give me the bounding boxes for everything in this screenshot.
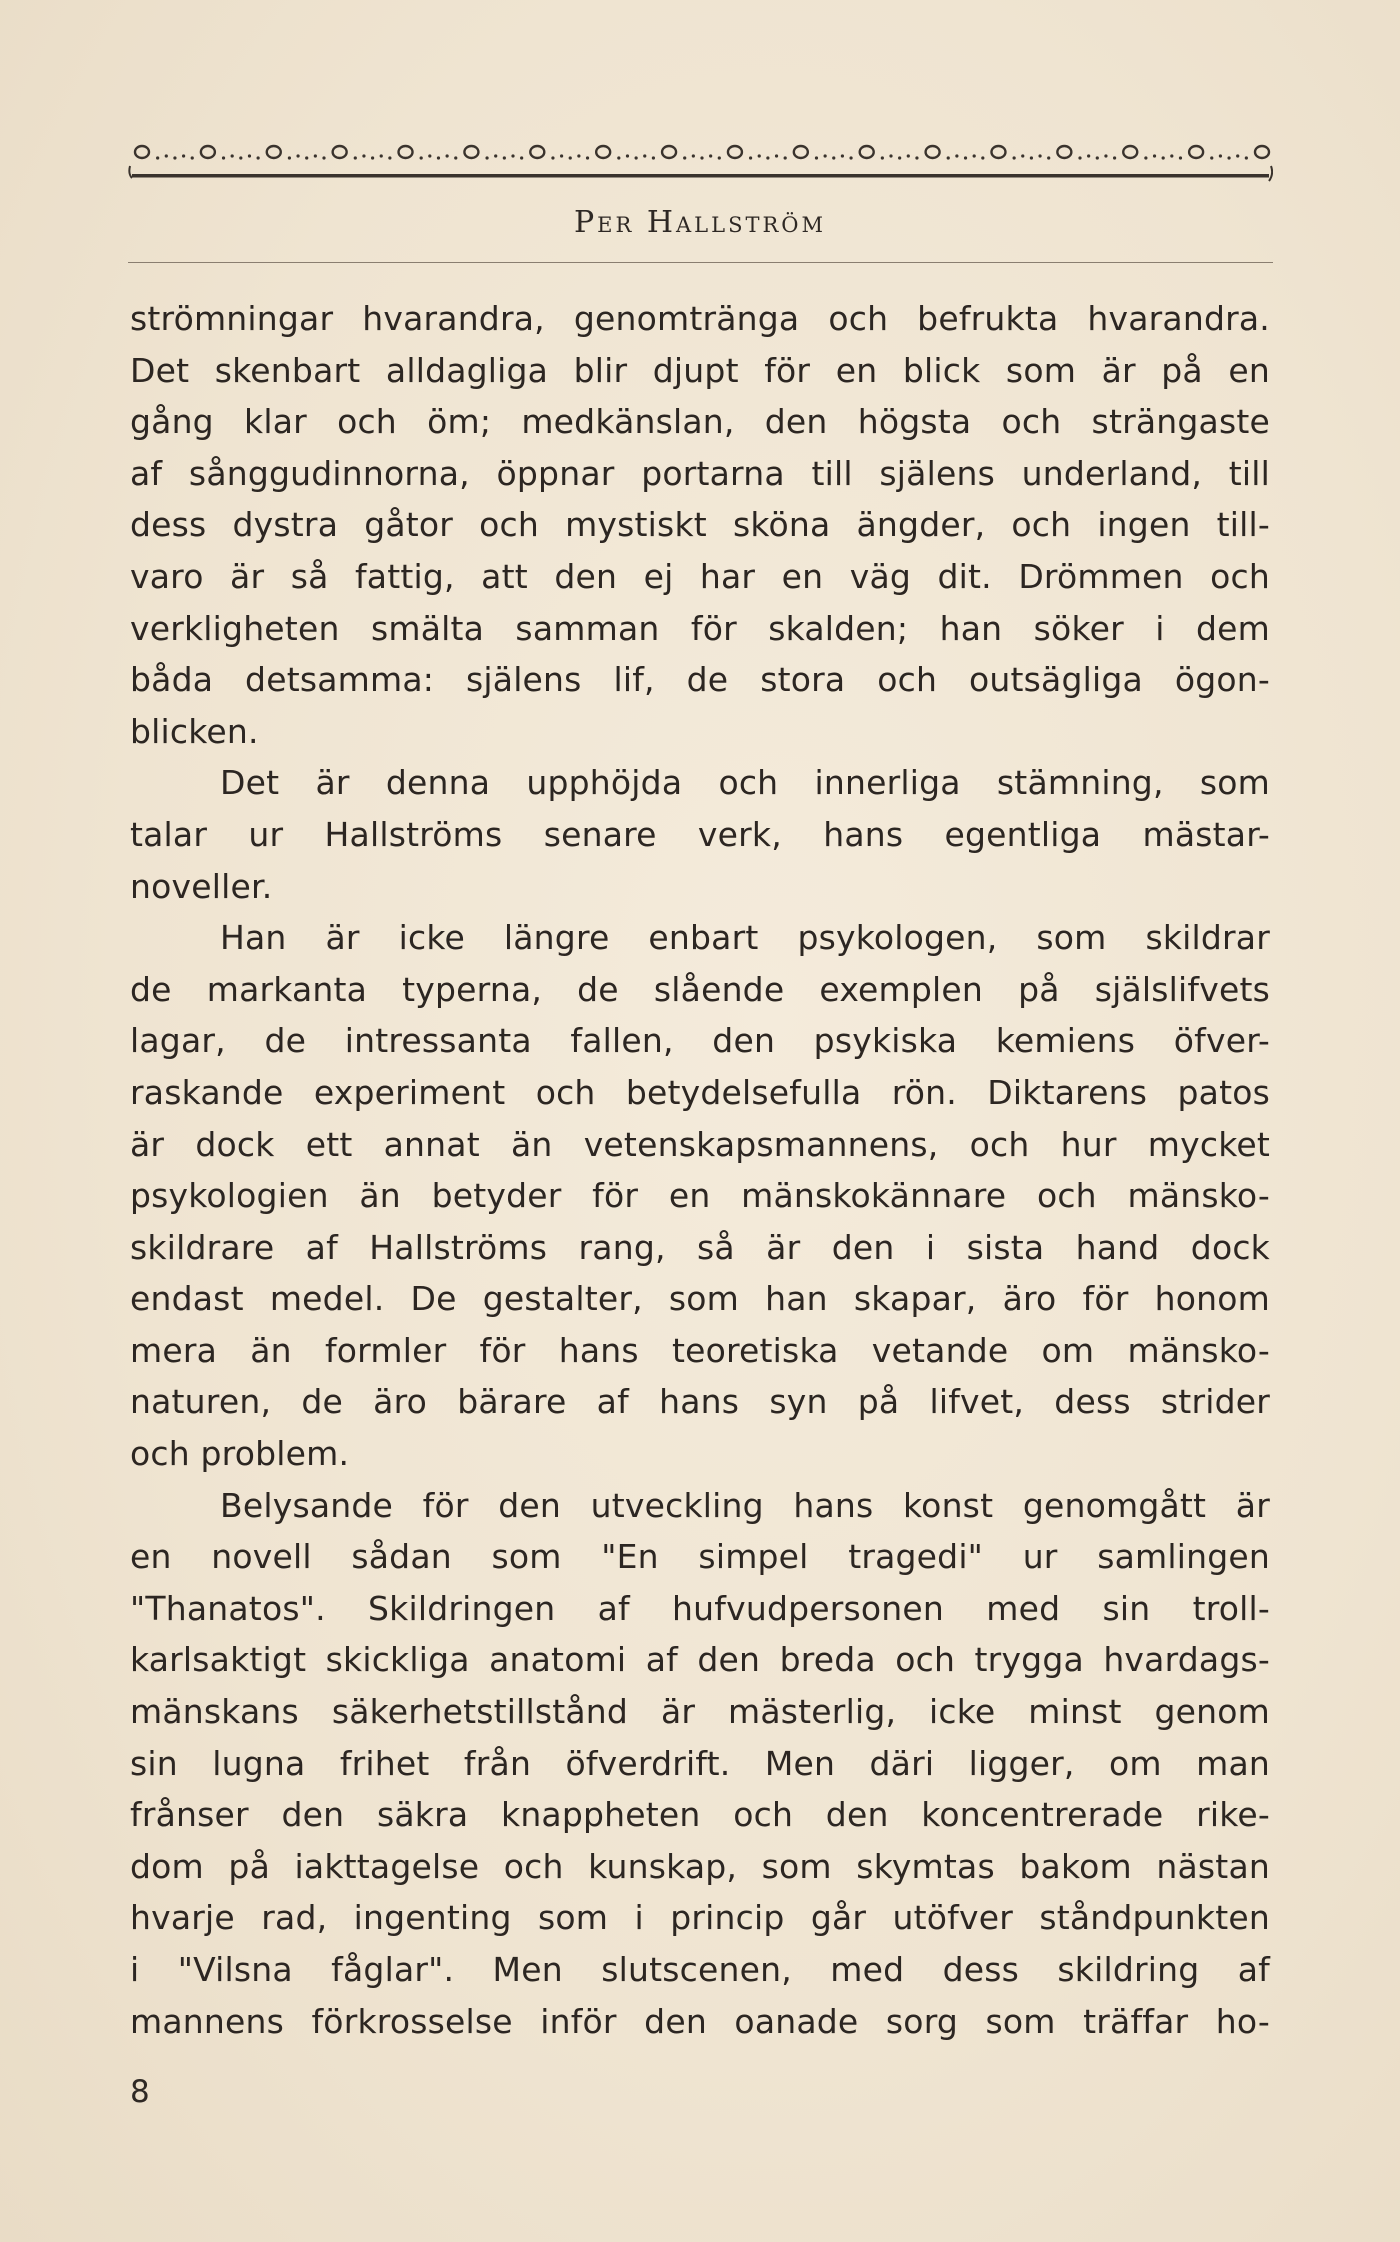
text-line: mera än formler för hans teoretiska vetande om mänsko- <box>130 1330 1270 1370</box>
ornament-ring <box>530 146 544 158</box>
ornament-ring <box>794 146 808 158</box>
text-line: strömningar hvarandra, genomtränga och befrukta hvarandra. <box>130 299 1270 338</box>
ornament-dot <box>354 156 357 159</box>
ornament-dot <box>652 156 655 159</box>
ornament-dot <box>222 156 225 159</box>
ornament-dot <box>889 154 892 157</box>
text-line: Han är icke längre enbart psykologen, som skildrar <box>220 918 1270 958</box>
decorative-chain-border <box>128 132 1273 184</box>
ornament-dot <box>1038 154 1041 157</box>
ornament-ring <box>860 146 874 158</box>
ornament-dot <box>248 154 251 157</box>
ornament-ring <box>728 146 742 158</box>
ornament-dot <box>1104 154 1107 157</box>
ornament-dot <box>1087 154 1090 157</box>
ornament-dot <box>749 156 752 159</box>
text-line: mannens förkrosselse inför den oanade sorg som träffar ho- <box>130 2001 1270 2041</box>
ornament-dot <box>371 156 374 159</box>
ornament-dot <box>454 156 457 159</box>
text-line: båda detsamma: själens lif, de stora och outsägliga ögon- <box>130 660 1270 700</box>
text-line: skildrare af Hallströms rang, så är den i sista hand dock <box>130 1227 1270 1267</box>
text-line: de markanta typerna, de slående exemplen på själslifvets <box>130 969 1270 1009</box>
ornament-dot <box>380 154 383 157</box>
ornament-dot <box>815 156 818 159</box>
text-line: lagar, de intressanta fallen, den psykiska kemiens öfver- <box>130 1021 1270 1061</box>
ornament-dot <box>1021 154 1024 157</box>
ornament-dot <box>635 156 638 159</box>
ornament-ring <box>1123 146 1137 158</box>
ornament-dot <box>551 156 554 159</box>
text-line: verkligheten smälta samman för skalden; han söker i dem <box>130 608 1270 648</box>
ornament-dot <box>322 156 325 159</box>
ornament-dot <box>1047 156 1050 159</box>
header-rule <box>128 262 1273 263</box>
ornament-ring <box>135 146 149 158</box>
running-head: Per Hallström <box>573 205 826 240</box>
text-line: och problem. <box>130 1434 350 1474</box>
text-line: dom på iakttagelse och kunskap, som skymtas bakom nästan <box>130 1846 1270 1886</box>
ornament-dot <box>784 156 787 159</box>
text-line: är dock ett annat än vetenskapsmannens, och hur mycket <box>130 1124 1270 1164</box>
ornament-dot <box>520 156 523 159</box>
ornament-dot <box>1245 156 1248 159</box>
ornament-dot <box>1013 156 1016 159</box>
ornament-dot <box>296 154 299 157</box>
ornament-ring <box>399 146 413 158</box>
page-number: 8 <box>130 2074 150 2110</box>
ornament-dot <box>683 156 686 159</box>
ornament-dot <box>718 156 721 159</box>
text-line: karlsaktigt skickliga anatomi af den breda och trygga hvardags- <box>130 1640 1270 1680</box>
ornament-dot <box>388 156 391 159</box>
ornament-ring <box>267 146 281 158</box>
ornament-ring <box>333 146 347 158</box>
ornament-dot <box>511 154 514 157</box>
ornament-dot <box>700 156 703 159</box>
ornament-dot <box>437 156 440 159</box>
text-line: Det skenbart alldagliga blir djupt för en blick som är på en <box>130 350 1270 390</box>
ornament-dot <box>156 156 159 159</box>
ornament-dot <box>428 154 431 157</box>
text-line: hvarje rad, ingenting som i princip går utöfver ståndpunkten <box>130 1898 1270 1938</box>
ornament-dot <box>907 154 910 157</box>
ornament-dot <box>824 154 827 157</box>
ornament-dot <box>191 156 194 159</box>
ornament-ring <box>991 146 1005 158</box>
text-line: endast medel. De gestalter, som han skapar, äro för honom <box>130 1279 1270 1319</box>
ornament-dot <box>503 156 506 159</box>
ornament-dot <box>617 156 620 159</box>
ornament-dot <box>973 154 976 157</box>
ornament-dot <box>766 156 769 159</box>
ornament-dot <box>841 154 844 157</box>
text-line: frånser den säkra knappheten och den koncentrerade rike- <box>130 1795 1270 1835</box>
text-line: en novell sådan som "En simpel tragedi" ur samlingen <box>130 1537 1270 1577</box>
ornament-dot <box>1113 156 1116 159</box>
ornament-dot <box>1219 154 1222 157</box>
ornament-ring <box>662 146 676 158</box>
ornament-dot <box>560 154 563 157</box>
ornament-dot <box>898 156 901 159</box>
ornament-dot <box>1144 156 1147 159</box>
text-line: raskande experiment och betydelsefulla rön. Diktarens patos <box>130 1072 1270 1112</box>
ornament-dot <box>1236 154 1239 157</box>
ornament-ring <box>201 146 215 158</box>
text-line: dess dystra gåtor och mystiskt sköna ängder, och ingen till- <box>130 505 1270 545</box>
ornament-dot <box>1227 156 1230 159</box>
ornament-dot <box>231 154 234 157</box>
text-line: blicken. <box>130 711 259 751</box>
ornament-dot <box>964 156 967 159</box>
ornament-ring <box>464 146 478 158</box>
ornament-dot <box>314 154 317 157</box>
text-line: mänskans säkerhetstillstånd är mästerlig, icke minst genom <box>130 1692 1270 1732</box>
ornament-dot <box>775 154 778 157</box>
ornament-dot <box>1210 156 1213 159</box>
ornament-ring <box>1057 146 1071 158</box>
text-line: Belysande för den utveckling hans konst genomgått är <box>220 1485 1270 1525</box>
ornament-dot <box>577 154 580 157</box>
ornament-dot <box>305 156 308 159</box>
ornament-dot <box>182 154 185 157</box>
ornament-dot <box>626 154 629 157</box>
ornament-dot <box>1179 156 1182 159</box>
ornament-dot <box>915 156 918 159</box>
ornament-dot <box>981 156 984 159</box>
ornament-dot <box>362 154 365 157</box>
ornament-dot <box>165 154 168 157</box>
text-line: naturen, de äro bärare af hans syn på lifvet, dess strider <box>130 1382 1270 1422</box>
text-line: noveller. <box>130 866 273 906</box>
ornament-ring <box>926 146 940 158</box>
ornament-dot <box>569 156 572 159</box>
body-text <box>130 293 1270 2047</box>
text-line: af sånggudinnorna, öppnar portarna till själens underland, till <box>130 453 1270 493</box>
ornament-dot <box>420 156 423 159</box>
ornament-dot <box>1096 156 1099 159</box>
ornament-dot <box>849 156 852 159</box>
ornament-ring <box>1255 146 1269 158</box>
ornament-dot <box>586 156 589 159</box>
ornament-dot <box>239 156 242 159</box>
ornament-dot <box>758 154 761 157</box>
text-line: varo är så fattig, att den ej har en väg dit. Drömmen och <box>130 556 1270 596</box>
ornament-dot <box>832 156 835 159</box>
text-line: talar ur Hallströms senare verk, hans egentliga mästar- <box>130 814 1270 854</box>
ornament-dot <box>709 154 712 157</box>
ornament-dot <box>1162 156 1165 159</box>
ornament-dot <box>288 156 291 159</box>
ornament-dot <box>446 154 449 157</box>
text-line: Det är denna upphöjda och innerliga stämning, som <box>220 763 1270 803</box>
text-line: psykologien än betyder för en mänskokännare och mänsko- <box>130 1176 1270 1216</box>
text-line: "Thanatos". Skildringen af hufvudpersonen med sin troll- <box>130 1588 1270 1628</box>
ornament-dot <box>1153 154 1156 157</box>
ornament-ring <box>596 146 610 158</box>
ornament-dot <box>955 154 958 157</box>
ornament-dot <box>692 154 695 157</box>
text-line: sin lugna frihet från öfverdrift. Men däri ligger, om man <box>130 1743 1270 1783</box>
ornament-dot <box>1078 156 1081 159</box>
ornament-dot <box>173 156 176 159</box>
ornament-dot <box>1170 154 1173 157</box>
ornament-dot <box>1030 156 1033 159</box>
ornament-dot <box>485 156 488 159</box>
ornament-dot <box>494 154 497 157</box>
ornament-ring <box>1189 146 1203 158</box>
ornament-dot <box>643 154 646 157</box>
ornament-dot <box>947 156 950 159</box>
ornament-dot <box>257 156 260 159</box>
ornament-dot <box>881 156 884 159</box>
text-line: i "Vilsna fåglar". Men slutscenen, med dess skildring af <box>130 1950 1270 1989</box>
text-line: gång klar och öm; medkänslan, den högsta och strängaste <box>130 402 1270 442</box>
